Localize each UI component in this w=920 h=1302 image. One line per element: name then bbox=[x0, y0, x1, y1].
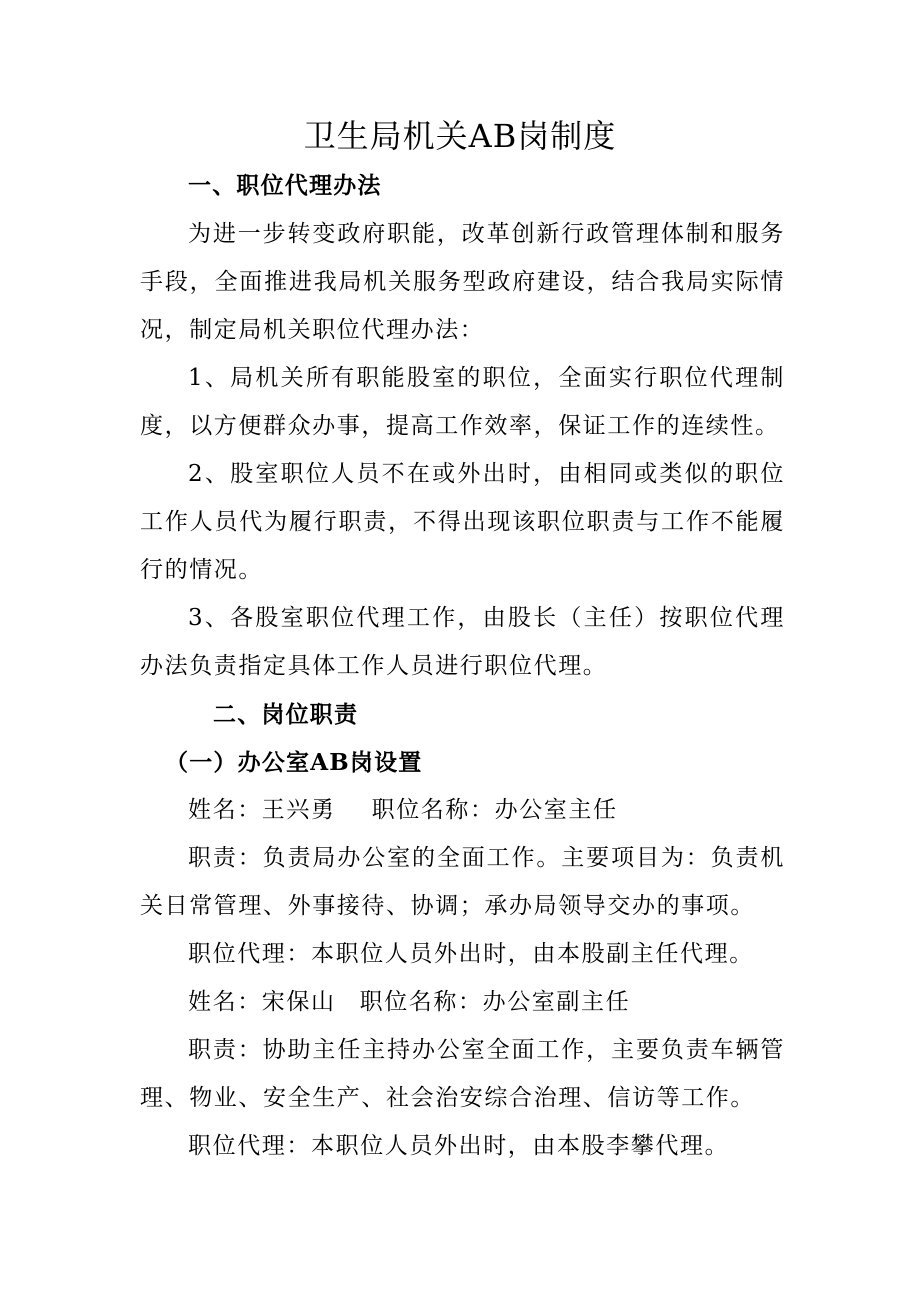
intro-paragraph: 为进一步转变政府职能，改革创新行政管理体制和服务手段，全面推进我局机关服务型政府建设，结合我局实际情况，制定局机关职位代理办法： bbox=[140, 221, 785, 343]
person-name-line bbox=[140, 786, 785, 834]
section-heading-proxy-method: 一、职位代理办法 bbox=[188, 172, 382, 199]
person-proxy: 职位代理：本职位人员外出时，由本股李攀代理。 bbox=[188, 1133, 730, 1159]
person-duty: 职责：协助主任主持办公室全面工作，主要负责车辆管理、物业、安全生产、社会治安综合治理、信访等工作。 bbox=[140, 1037, 785, 1111]
person-position: 职位名称：办公室主任 bbox=[371, 797, 618, 823]
person-name: 姓名：王兴勇 bbox=[188, 797, 336, 823]
document-title: 卫生局机关AB岗制度 bbox=[303, 117, 617, 155]
list-item: 2、股室职位人员不在或外出时，由相同或类似的职位工作人员代为履行职责，不得出现该职位职责与工作不能履行的情况。 bbox=[140, 461, 785, 583]
person-name-line bbox=[140, 978, 785, 1026]
section-heading-duties: 二、岗位职责 bbox=[213, 701, 359, 728]
list-item: 1、局机关所有职能股室的职位，全面实行职位代理制度，以方便群众办事，提高工作效率，保证工作的连续性。 bbox=[140, 365, 785, 439]
person-proxy: 职位代理：本职位人员外出时，由本股副主任代理。 bbox=[188, 941, 754, 967]
subsection-heading-office: （一）办公室AB岗设置 bbox=[165, 749, 423, 776]
list-item: 3、各股室职位代理工作，由股长（主任）按职位代理办法负责指定具体工作人员进行职位代理。 bbox=[140, 605, 785, 679]
person-duty: 职责：负责局办公室的全面工作。主要项目为：负责机关日常管理、外事接待、协调；承办局领导交办的事项。 bbox=[140, 845, 785, 919]
person-position: 职位名称：办公室副主任 bbox=[359, 989, 631, 1015]
person-name: 姓名：宋保山 bbox=[188, 989, 336, 1015]
